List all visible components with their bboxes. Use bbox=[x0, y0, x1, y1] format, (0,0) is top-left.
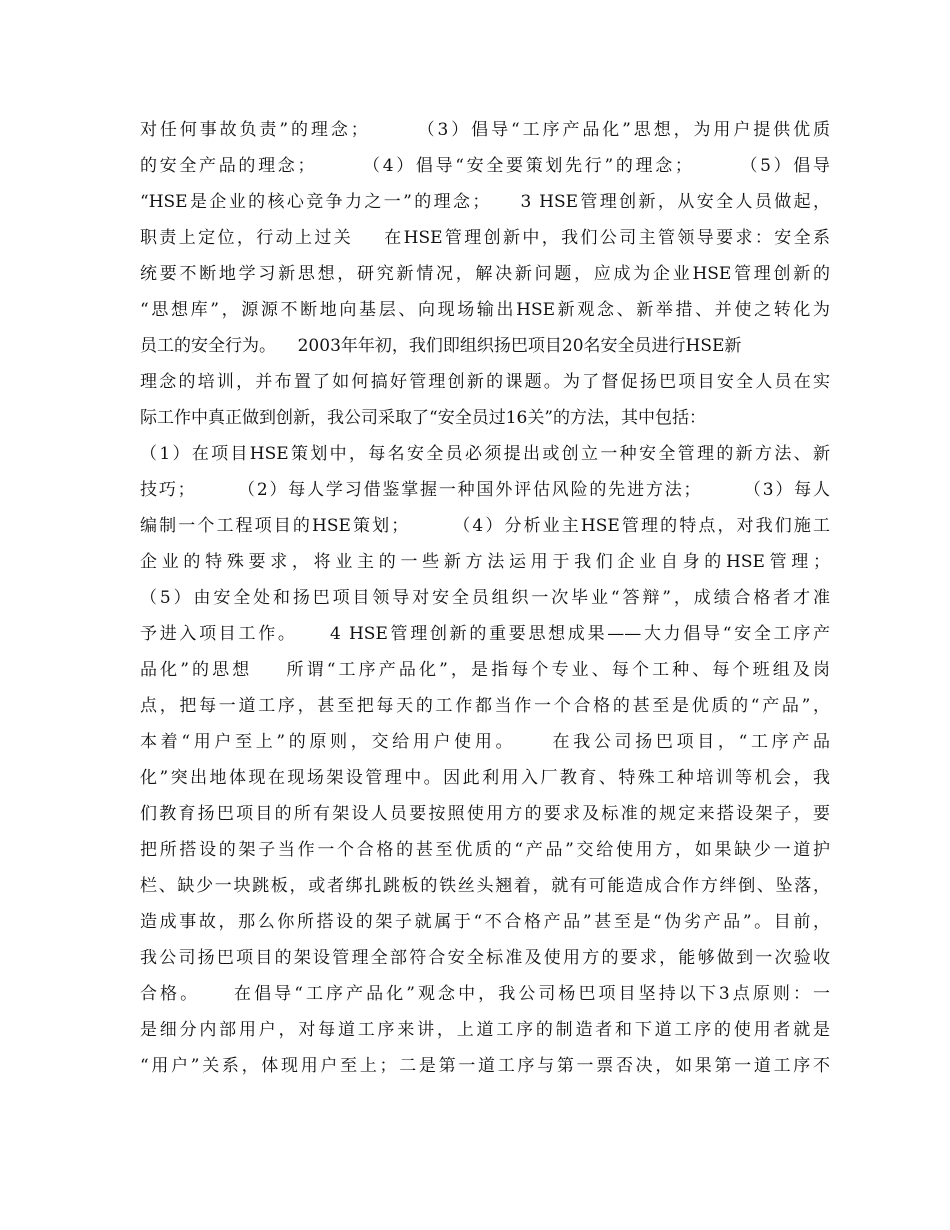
text-line: 统要不断地学习新思想，研究新情况，解决新问题，应成为企业HSE管理创新的 bbox=[140, 264, 830, 284]
text-line: 合格。 在倡导“工序产品化”观念中，我公司杨巴项目坚持以下3点原则：一 bbox=[140, 984, 830, 1004]
text-line: 对任何事故负责”的理念； （3）倡导“工序产品化”思想，为用户提供优质 bbox=[140, 120, 830, 140]
text-line: 是细分内部用户，对每道工序来讲，上道工序的制造者和下道工序的使用者就是 bbox=[140, 1020, 830, 1040]
text-line: “用户”关系，体现用户至上；二是第一道工序与第一票否决，如果第一道工序不 bbox=[140, 1056, 830, 1076]
text-line: 我公司扬巴项目的架设管理全部符合安全标准及使用方的要求，能够做到一次验收 bbox=[140, 948, 830, 968]
text-line: 们教育扬巴项目的所有架设人员要按照使用方的要求及标准的规定来搭设架子，要 bbox=[140, 804, 830, 824]
text-line: 本着“用户至上”的原则，交给用户使用。 在我公司扬巴项目，“工序产品 bbox=[140, 732, 830, 752]
text-line: 点，把每一道工序，甚至把每天的工作都当作一个合格的甚至是优质的“产品”， bbox=[140, 696, 830, 716]
text-line: “思想库”，源源不断地向基层、向现场输出HSE新观念、新举措、并使之转化为 bbox=[140, 300, 830, 320]
text-line: 栏、缺少一块跳板，或者绑扎跳板的铁丝头翘着，就有可能造成合作方绊倒、坠落， bbox=[140, 876, 830, 896]
text-line: （5）由安全处和扬巴项目领导对安全员组织一次毕业“答辩”，成绩合格者才准 bbox=[140, 588, 830, 608]
text-line: 的安全产品的理念； （4）倡导“安全要策划先行”的理念； （5）倡导 bbox=[140, 156, 830, 176]
text-line: 予进入项目工作。 4 HSE管理创新的重要思想成果——大力倡导“安全工序产 bbox=[140, 624, 830, 644]
text-line: 化”突出地体现在现场架设管理中。因此利用入厂教育、特殊工种培训等机会，我 bbox=[140, 768, 830, 788]
text-line: 品化”的思想 所谓“工序产品化”，是指每个专业、每个工种、每个班组及岗 bbox=[140, 660, 830, 680]
text-line: 职责上定位，行动上过关 在HSE管理创新中，我们公司主管领导要求：安全系 bbox=[140, 228, 830, 248]
text-line: 编制一个工程项目的HSE策划； （4）分析业主HSE管理的特点，对我们施工 bbox=[140, 516, 830, 536]
text-line: 把所搭设的架子当作一个合格的甚至优质的“产品”交给使用方，如果缺少一道护 bbox=[140, 840, 830, 860]
text-line: 企业的特殊要求，将业主的一些新方法运用于我们企业自身的HSE管理； bbox=[140, 552, 830, 572]
text-line: 造成事故，那么你所搭设的架子就属于“不合格产品”甚至是“伪劣产品”。目前， bbox=[140, 912, 830, 932]
text-line: 员工的安全行为。 2003年年初，我们即组织扬巴项目20名安全员进行HSE新 bbox=[140, 336, 742, 356]
text-line: 技巧； （2）每人学习借鉴掌握一种国外评估风险的先进方法； （3）每人 bbox=[140, 480, 830, 500]
body-text bbox=[140, 112, 830, 1084]
text-line: “HSE是企业的核心竞争力之一”的理念； 3 HSE管理创新，从安全人员做起， bbox=[140, 192, 830, 212]
text-line: （1）在项目HSE策划中，每名安全员必须提出或创立一种安全管理的新方法、新 bbox=[140, 444, 830, 464]
text-line: 际工作中真正做到创新，我公司采取了“安全员过16关”的方法，其中包括： bbox=[140, 408, 707, 428]
text-line: 理念的培训，并布置了如何搞好管理创新的课题。为了督促扬巴项目安全人员在实 bbox=[140, 372, 830, 392]
